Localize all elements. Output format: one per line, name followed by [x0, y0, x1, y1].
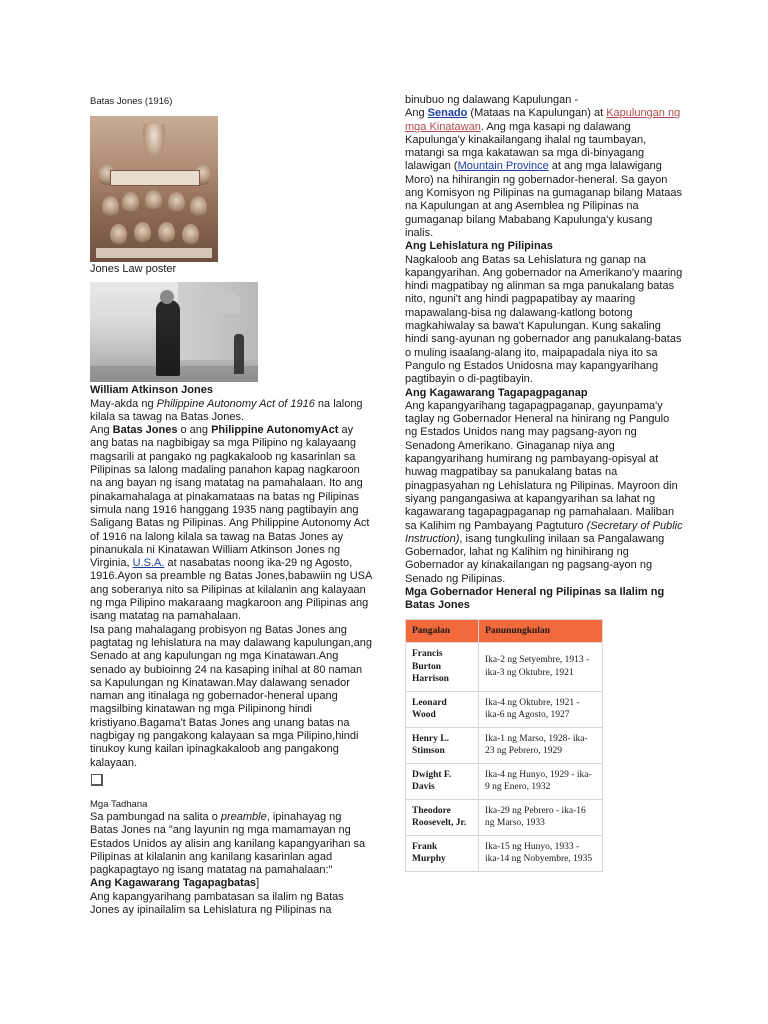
para1-after-link: at nasabatas noong ika-29 ng Agosto, 1916.Ayon sa preamble ng Batas Jones,babawiin ng USA ang soberanya nito sa Pilipinas at kilalanin ang kalayaan ng mga Pilipino makaraang magkaroon ang Pilipinas ang isang matatag na pamahalaan.	[90, 557, 372, 623]
usa-link[interactable]: U.S.A.	[132, 557, 165, 570]
governor-name: Henry L. Stimson	[406, 727, 479, 763]
governor-name: Leonard Wood	[406, 691, 479, 727]
table-row	[406, 727, 603, 763]
tagapagpaganap-em: (Secretary of Public Instruction)	[405, 519, 683, 545]
table-header-cell: Pangalan	[406, 619, 479, 643]
governor-name: Frank Murphy	[406, 835, 479, 871]
photo-dome	[200, 288, 240, 314]
author-line-suffix: na lalong kilala sa tawag na Batas Jones.	[90, 397, 363, 423]
tadhana-text: , ipinahayag ng Batas Jones na "ang layunin ng mga mamamayan ng Estados Unidos ay alisin ang kanilang kapangyarihan sa Pilipinas at kilalanin ang kanilang kasarinlan agad pagkapagtayo ng isang matatag na pamahalaan:"	[90, 810, 366, 877]
left-column	[90, 0, 372, 917]
heading-tagapagbatas	[90, 877, 372, 890]
poster-portrait	[190, 196, 207, 217]
governors-table	[405, 619, 603, 872]
governor-name: Francis Burton Harrison	[406, 643, 479, 692]
photo-background-figure	[234, 334, 244, 374]
senado-mid: (Mataas na Kapulungan) at	[467, 107, 607, 120]
para-lehislatura: Isa pang mahalagang probisyon ng Batas Jones ang pagtatag ng lehislatura na may dalawang kapulungan,ang Senado at ang kapulungan ng mga Kinatawan.Ang senado ay bubioinng 24 na kasaping inihal at 80 naman sa Kapulungan ng Kinatawan.May dalawang senador naman ang itinalaga ng gobernador-heneral upang magsilbing kinatawan ng mga Pilipinong hindi kristiyano.Bagama't Batas Jones ang unang batas na nagbigay ng pangakong kalayaan sa mga Pilipino,hindi tinukoy kung kailan ipinagkakaloob ang pangakong kalayaan.	[90, 623, 372, 769]
kinatawan-link[interactable]: Kapulungan ng mga Kinatawan	[405, 107, 681, 133]
table-row	[406, 799, 603, 835]
para-lehislatura-right: Nagkaloob ang Batas sa Lehislatura ng ganap na kapangyarihan. Ang gobernador na Amerikano'y maaring hindi magpatibay ng alinman sa mga panukalang batas nito, nguni't ang hindi pagpapatibay ay maaring mapawalang-bisa ng dalawang-katlong botong magkahiwalay sa bawa't Kapulungan. Kung sakaling hindi sang-ayunan ng gobernador ang panukalang-batas o muling isaalang-alang ito, maipapadala niya ito sa Pangulo ng Estados Unidosna may kapangyarihang pagtibayin o di-pagtibayin.	[405, 253, 683, 386]
para-tadhana	[90, 811, 372, 877]
para1-text: ay ang batas na nagbibigay sa mga Pilipino ng kalayaang magsarili at pangako ng pagkakaloob ng kasarinlan sa Pilipinas sa lalong madaling panahon kapag nagkaroon na ang bayan ng isang matatag na pamahalaan. Ito ang pinakamahalaga at pinakamataas na batas ng Pilipinas simula nang 1916 hanggang 1935 nang pagtibayin ang Saligang Batas ng Pilipinas. Ang Philippine Autonomy Act of 1916 na lalong kilala sa tawag na Batas Jones ay pinanukala ni Kinatawan William Atkinson Jones ng Virginia,	[90, 424, 370, 570]
tadhana-preamble: preamble	[220, 810, 267, 823]
poster-figure	[142, 124, 166, 162]
heading-tagapagpaganap: Ang Kagawarang Tagapagpaganap	[405, 386, 588, 399]
governor-term: Ika-1 ng Marso, 1928- ika-23 ng Pebrero, 1929	[479, 727, 603, 763]
para-senado	[405, 107, 683, 240]
author-line-act: Philippine Autonomy Act of 1916	[156, 397, 315, 410]
jones-law-poster-image	[90, 116, 218, 262]
para-tagapagpaganap	[405, 400, 683, 586]
section-mga-tadhana: Mga Tadhana	[90, 798, 148, 810]
photo-man	[156, 300, 180, 376]
poster-portrait	[182, 224, 199, 245]
tagapagpaganap-text-2: , isang tungkuling inilaan sa Pangalawang Gobernador, lahat ng Kalihim ng hinihirang ng Gobernador ay kinakailangan ng pagsang-ayon ng Senado ng Pilipinas.	[405, 532, 665, 585]
para1-bold-batas-jones: Batas Jones	[112, 424, 178, 437]
tadhana-prefix: Sa pambungad na salita o	[90, 810, 221, 823]
para1-prefix: Ang	[90, 424, 113, 437]
william-jones-photo	[90, 282, 258, 382]
table-row	[406, 643, 603, 692]
tagapagpaganap-text: Ang kapangyarihang tagapagpaganap, gayunpama'y taglay ng Gobernador Heneral na hinirang ng Pangulo ng Estados Unidos nang may pagsang-ayon ng Senadong Amerikano. Ginaganap niya ang kapangyarihang humirang ng pambayang-opisyal at huwag magpatibay sa panukalang batas na pinagpasyahan ng Lehislatura ng Pilipinas. Mayroon din siyang pangangasiwa at kapangyarihan sa lahat ng kagawarang tagapagpaganap ng pamahalaan. Maliban sa Kalihim ng Pambayang Pagtuturo	[405, 399, 678, 532]
governor-term: Ika-4 ng Hunyo, 1929 - ika-9 ng Enero, 1932	[479, 763, 603, 799]
table-header-cell: Panunungkulan	[479, 619, 603, 643]
table-row	[406, 691, 603, 727]
poster-portrait	[145, 190, 162, 211]
poster-portrait	[122, 192, 139, 213]
table-row	[406, 763, 603, 799]
poster-portrait	[158, 222, 175, 243]
senado-link[interactable]: Senado	[427, 107, 468, 120]
governor-name: Dwight F. Davis	[406, 763, 479, 799]
heading-lehislatura: Ang Lehislatura ng Pilipinas	[405, 240, 553, 253]
intro-line: binubuo ng dalawang Kapulungan -	[405, 94, 579, 106]
mountain-province-link[interactable]: Mountain Province	[457, 160, 549, 173]
para1-bold-autonomy-act: Philippine AutonomyAct	[211, 424, 339, 437]
right-column	[405, 0, 683, 872]
poster-banner	[110, 170, 200, 186]
table-heading: Mga Gobernador Heneral ng Pilipinas sa Ilalim ng Batas Jones	[405, 585, 665, 612]
author-line	[90, 398, 372, 425]
para1-mid: o ang	[177, 424, 212, 437]
poster-portrait	[168, 192, 185, 213]
page-title: Batas Jones (1916)	[90, 96, 173, 107]
governor-name: Theodore Roosevelt, Jr.	[406, 799, 479, 835]
broken-image-icon	[91, 774, 103, 786]
tagapagbatas-bracket: ]	[256, 877, 260, 890]
governor-term: Ika-4 ng Oktubre, 1921 - ika-6 ng Agosto, 1927	[479, 691, 603, 727]
poster-caption: Jones Law poster	[90, 263, 177, 275]
table-header-row	[406, 619, 603, 643]
governor-term: Ika-15 ng Hunyo, 1933 - ika-14 ng Nobyembre, 1935	[479, 835, 603, 871]
governor-term: Ika-2 ng Setyembre, 1913 - ika-3 ng Oktubre, 1921	[479, 643, 603, 692]
author-line-prefix: May-akda ng	[90, 397, 157, 410]
senado-text: . Ang mga kasapi ng dalawang Kapulunga'y kinakailangang ihalal ng taumbayan, matangi sa mga kakatawan sa mga di-binyagang lalawigan (	[405, 120, 647, 173]
table-row	[406, 835, 603, 871]
para-batas-jones	[90, 424, 372, 623]
person-name: William Atkinson Jones	[90, 384, 213, 397]
poster-portrait	[134, 222, 151, 243]
senado-prefix: Ang	[405, 107, 428, 120]
senado-text-2: at ang mga lalawigang Moro) na hihirangin ng gobernador-heneral. Sa gayon ang Komisyon ng Pilipinas na gumaganap bilang Mataas na Kapulungan at ang Asemblea ng Pilipinas na gumaganap bilang Mababang Kapulunga'y kusang inalis.	[405, 160, 683, 239]
governor-term: Ika-29 ng Pebrero - ika-16 ng Marso, 1933	[479, 799, 603, 835]
poster-caption-strip	[96, 248, 212, 258]
poster-portrait	[102, 196, 119, 217]
poster-portrait	[110, 224, 127, 245]
para-tagapagbatas: Ang kapangyarihang pambatasan sa ilalim ng Batas Jones ay ipinailalim sa Lehislatura ng Pilipinas na	[90, 890, 344, 916]
tagapagbatas-heading-text: Ang Kagawarang Tagapagbatas	[90, 877, 257, 890]
